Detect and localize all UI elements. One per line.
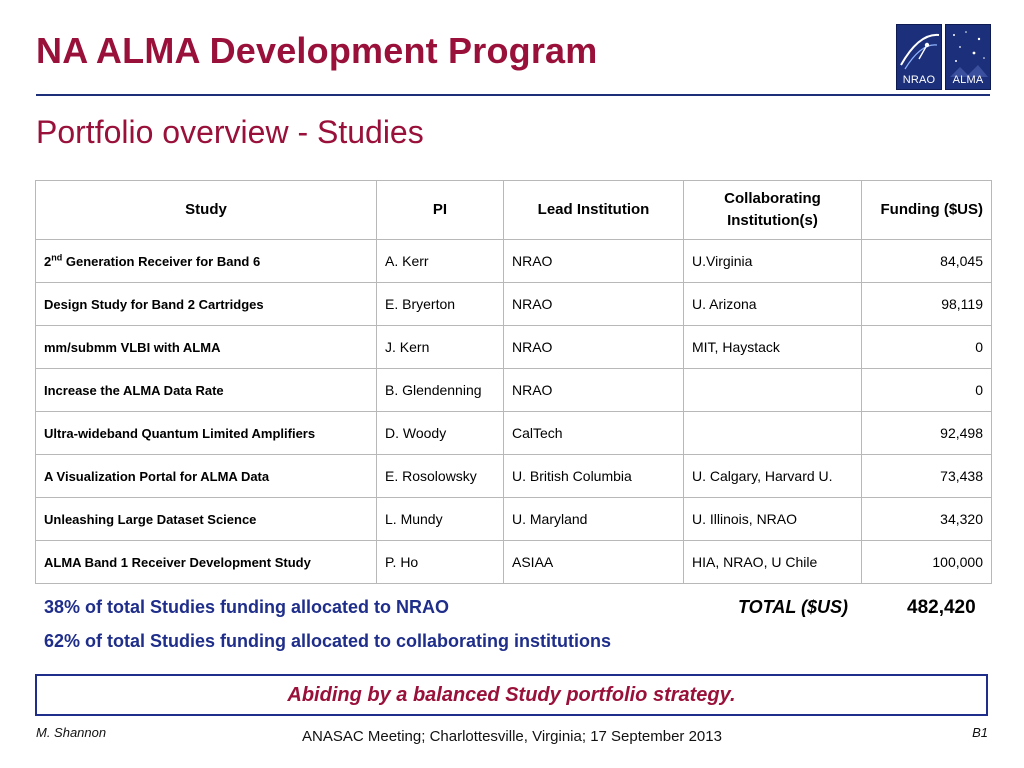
total-value: 482,420 bbox=[907, 597, 976, 618]
collab-cell: HIA, NRAO, U Chile bbox=[684, 541, 862, 584]
pi-cell: J. Kern bbox=[377, 326, 504, 369]
strategy-text: Abiding by a balanced Study portfolio strategy. bbox=[287, 683, 736, 706]
lead-cell: U. Maryland bbox=[504, 498, 684, 541]
pi-cell: B. Glendenning bbox=[377, 369, 504, 412]
collab-cell: MIT, Haystack bbox=[684, 326, 862, 369]
collaborating-funding-summary: 62% of total Studies funding allocated to collaborating institutions bbox=[44, 631, 612, 651]
table-row bbox=[36, 541, 992, 584]
table-row bbox=[36, 412, 992, 455]
study-cell: ALMA Band 1 Receiver Development Study bbox=[36, 541, 377, 584]
funding-cell: 0 bbox=[862, 369, 992, 412]
nrao-logo-text: NRAO bbox=[902, 74, 936, 86]
header-lead-institution: Lead Institution bbox=[504, 181, 684, 240]
study-cell: Unleashing Large Dataset Science bbox=[36, 498, 377, 541]
table-row bbox=[36, 369, 992, 412]
alma-logo bbox=[945, 24, 991, 90]
slide-title: NA ALMA Development Program bbox=[36, 30, 598, 71]
header-study: Study bbox=[36, 181, 377, 240]
pi-cell: E. Rosolowsky bbox=[377, 455, 504, 498]
lead-cell: NRAO bbox=[504, 240, 684, 283]
pi-cell: E. Bryerton bbox=[377, 283, 504, 326]
funding-cell: 34,320 bbox=[862, 498, 992, 541]
lead-cell: NRAO bbox=[504, 326, 684, 369]
nrao-logo bbox=[896, 24, 942, 90]
header-collaborating-institutions: Collaborating Institution(s) bbox=[684, 181, 862, 240]
table-row bbox=[36, 455, 992, 498]
study-name: Generation Receiver for Band 6 bbox=[65, 253, 261, 269]
lead-cell: NRAO bbox=[504, 369, 684, 412]
footer-author: M. Shannon bbox=[36, 725, 107, 740]
slide-subtitle: Portfolio overview - Studies bbox=[36, 114, 424, 150]
lead-cell: U. British Columbia bbox=[504, 455, 684, 498]
strategy-callout bbox=[35, 674, 988, 716]
study-cell: mm/submm VLBI with ALMA bbox=[36, 326, 377, 369]
total-label: TOTAL ($US) bbox=[738, 597, 849, 617]
header-pi: PI bbox=[377, 181, 504, 240]
table-row bbox=[36, 283, 992, 326]
study-cell: Design Study for Band 2 Cartridges bbox=[36, 283, 377, 326]
collab-cell: U. Illinois, NRAO bbox=[684, 498, 862, 541]
nrao-funding-summary: 38% of total Studies funding allocated to NRAO bbox=[44, 597, 450, 617]
table-row bbox=[36, 326, 992, 369]
pi-cell: D. Woody bbox=[377, 412, 504, 455]
pi-cell: A. Kerr bbox=[377, 240, 504, 283]
study-superscript: nd bbox=[51, 252, 63, 263]
study-cell: Ultra-wideband Quantum Limited Amplifiers bbox=[36, 412, 377, 455]
study-cell: Increase the ALMA Data Rate bbox=[36, 369, 377, 412]
pi-cell: P. Ho bbox=[377, 541, 504, 584]
studies-table bbox=[35, 180, 992, 584]
table-row bbox=[36, 498, 992, 541]
funding-cell: 73,438 bbox=[862, 455, 992, 498]
table-header-row bbox=[36, 181, 992, 240]
footer-page-number: B1 bbox=[972, 725, 988, 740]
funding-cell: 98,119 bbox=[862, 283, 992, 326]
funding-cell: 0 bbox=[862, 326, 992, 369]
collab-cell: U.Virginia bbox=[684, 240, 862, 283]
title-divider bbox=[36, 94, 990, 96]
study-prefix: 2 bbox=[44, 253, 52, 269]
study-cell: A Visualization Portal for ALMA Data bbox=[36, 455, 377, 498]
collab-cell bbox=[684, 412, 862, 455]
pi-cell: L. Mundy bbox=[377, 498, 504, 541]
table-row bbox=[36, 240, 992, 283]
collab-cell: U. Calgary, Harvard U. bbox=[684, 455, 862, 498]
lead-cell: CalTech bbox=[504, 412, 684, 455]
collab-cell bbox=[684, 369, 862, 412]
study-cell bbox=[36, 240, 377, 283]
funding-cell: 84,045 bbox=[862, 240, 992, 283]
funding-cell: 92,498 bbox=[862, 412, 992, 455]
funding-cell: 100,000 bbox=[862, 541, 992, 584]
collab-cell: U. Arizona bbox=[684, 283, 862, 326]
lead-cell: NRAO bbox=[504, 283, 684, 326]
lead-cell: ASIAA bbox=[504, 541, 684, 584]
alma-logo-text: ALMA bbox=[952, 74, 984, 86]
footer-meeting: ANASAC Meeting; Charlottesville, Virginia; 17 September 2013 bbox=[302, 728, 722, 745]
header-funding: Funding ($US) bbox=[862, 181, 992, 240]
